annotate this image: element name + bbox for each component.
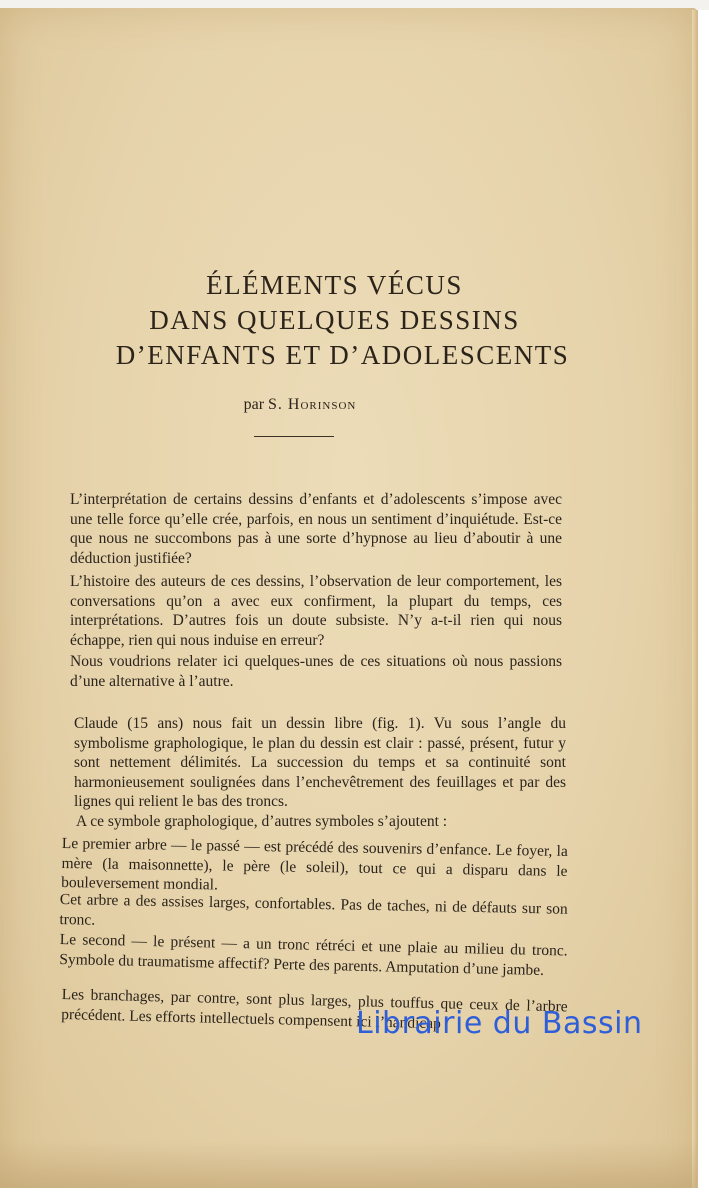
byline: [0, 396, 600, 414]
paragraph: Nous voudrions relater ici quelques-unes de ces situations où nous passions d’une alternative à l’autre.: [70, 653, 562, 690]
paragraph: L’interprétation de certains dessins d’enfants et d’adolescents s’impose avec une telle force qu’elle crée, parfois, en nous un sentiment d’inquiétude. Est-ce que nous ne succombons pas à une sorte d’hypnose au lieu d’aboutir à une déduction justifiée?: [70, 491, 562, 567]
watermark-text: Librairie du Bassin: [356, 1006, 643, 1041]
page-stack-edge: [0, 1140, 697, 1188]
title-line-2: DANS QUELQUES DESSINS: [149, 305, 520, 335]
paragraph: L’histoire des auteurs de ces dessins, l’observation de leur comportement, les conversations qu’on a avec eux confirment, la plupart du temps, ces interprétations. D’autres fois un doute subsiste. N’y a-t-il rien qui nous échappe, rien qui nous induise en erreur?: [70, 573, 562, 649]
byline-prefix: par: [243, 396, 265, 413]
paragraph: Claude (15 ans) nous fait un dessin libre (fig. 1). Vu sous l’angle du symbolisme graphologique, le plan du dessin est clair : passé, présent, futur y sont nettement délimités. La succession du temps et sa continuité sont harmonieusement soulignées dans l’enchevêtrement des feuillages et par des lignes qui relient le bas des troncs.: [74, 715, 566, 810]
author-name: S. Horinson: [268, 396, 357, 413]
title-line-3: D’ENFANTS ET D’ADOLESCENTS: [115, 340, 570, 370]
paragraph: Le second — le présent — a un tronc rétréci et une plaie au milieu du tronc. Symbole du traumatisme affectif? Perte des parents. Amputation d’une jambe.: [59, 930, 568, 979]
paragraph: Cet arbre a des assises larges, confortables. Pas de taches, ni de défauts sur son tronc.: [59, 890, 568, 929]
title-line-1: ÉLÉMENTS VÉCUS: [206, 270, 463, 300]
title-divider: [254, 436, 334, 437]
paragraph: Le premier arbre — le passé — est précédé des souvenirs d’enfance. Le foyer, la mère (la maisonnette), le père (le soleil), tout ce qui a disparu dans le bouleversement mondial.: [61, 834, 568, 894]
paragraph: Les branchages, par contre, sont plus larges, plus touffus que ceux de l’arbre précédent. Les efforts intellectuels compensent ici l’handicap: [61, 985, 568, 1032]
paragraph: A ce symbole graphologique, d’autres symboles s’ajoutent :: [76, 813, 448, 830]
